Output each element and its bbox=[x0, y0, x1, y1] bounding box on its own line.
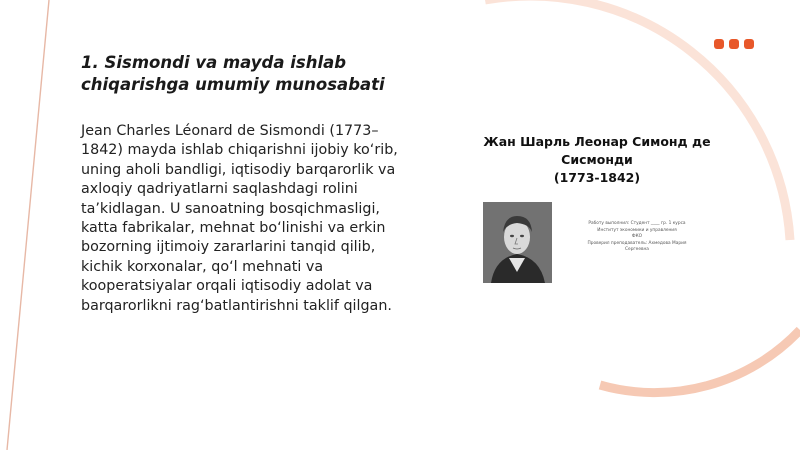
caption-line: Работу выполнил: Студент ____ гр. 1 курса bbox=[588, 221, 686, 226]
document-title-line: Сисмонди bbox=[561, 152, 633, 167]
menu-dots bbox=[714, 39, 754, 49]
caption-line: Институт экономики и управления bbox=[597, 227, 677, 233]
document-image bbox=[472, 100, 722, 290]
document-title bbox=[472, 133, 722, 187]
dot-icon bbox=[729, 39, 739, 49]
lower-arc bbox=[600, 330, 800, 393]
portrait-engraving-icon bbox=[483, 202, 552, 283]
caption-line: ФКО bbox=[631, 234, 643, 240]
document-title-line: Жан Шарль Леонар Симонд де bbox=[483, 134, 711, 149]
dot-icon bbox=[714, 39, 724, 49]
dot-icon bbox=[744, 39, 754, 49]
caption-line: Проверил преподаватель: Ахмедова Мария bbox=[587, 240, 687, 246]
left-divider-line bbox=[7, 0, 49, 450]
document-title-line: (1773-1842) bbox=[553, 170, 641, 185]
slide-title: 1. Sismondi va mayda ishlab chiqarishga umumiy munosabati bbox=[81, 53, 385, 94]
caption-line: Сергеевна bbox=[625, 247, 649, 253]
slide-body-text: Jean Charles Léonard de Sismondi (1773–1842) mayda ishlab chiqarishni ijobiy ko‘rib, uning aholi bandligi, iqtisodiy barqarorlik va axloqiy qadriyatlarni saqlashdagi rolini ta’kidlagan. U sanoatning bosqichmasligi, katta fabrikalar, mehnat bo‘linishi va erkin bozorning ijtimoiy zararlarini tanqid qilib, kichik korxonalar, qo‘l mehnati va kooperatsiyalar orqali iqtisodiy adolat va barqarorlikni rag‘batlantirishni taklif qilgan. bbox=[81, 123, 398, 314]
document-caption bbox=[562, 221, 712, 254]
